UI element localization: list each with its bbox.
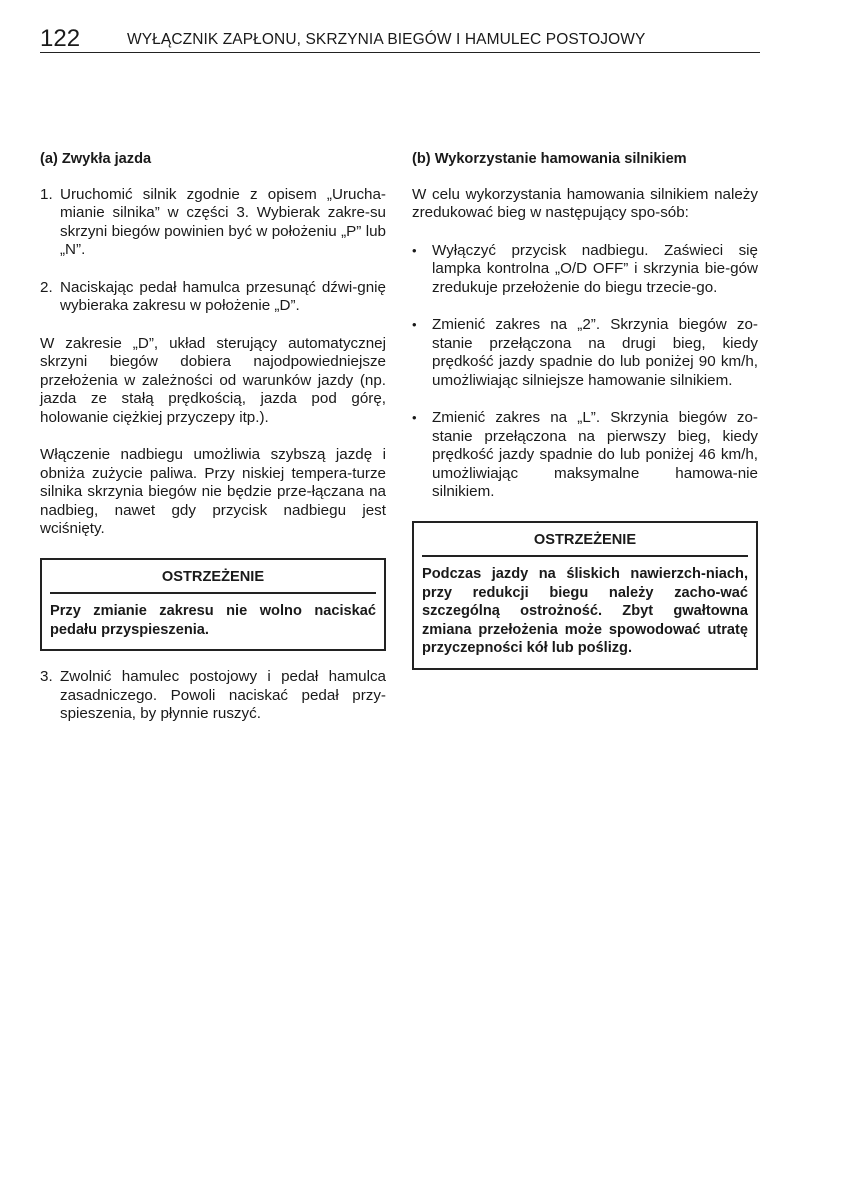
step-text: Naciskając pedał hamulca przesunąć dźwi-gnię wybieraka zakresu w położenie „D”. [60, 278, 386, 314]
bullet-item [412, 316, 758, 390]
warning-text: Podczas jazdy na śliskich nawierzch-niach, przy redukcji biegu należy zacho-wać szczególną ostrożność. Zbyt gwałtowna zmiana przełożenia może spowodować utratę przyczepności kół lub poślizg. [422, 566, 748, 656]
warning-text: Przy zmianie zakresu nie wolno naciskać pedału przyspieszenia. [50, 603, 376, 638]
step-number: 2. [40, 278, 53, 296]
bullet-icon: • [412, 242, 417, 258]
bullet-item [412, 409, 758, 502]
step-number: 3. [40, 668, 53, 685]
page-header [40, 26, 760, 53]
bullet-item [412, 242, 758, 298]
step-3 [40, 668, 386, 724]
step-text: Zwolnić hamulec postojowy i pedał hamulca zasadniczego. Powoli naciskać pedał przy-spieszenia, by płynnie ruszyć. [60, 668, 386, 722]
section-heading-normal-driving: (a) Zwykła jazda [40, 151, 152, 167]
section-heading-engine-braking: (b) Wykorzystanie hamowania silnikiem [412, 151, 687, 167]
page-number: 122 [40, 25, 81, 52]
bullet-text: Wyłączyć przycisk nadbiegu. Zaświeci się lampka kontrolna „O/D OFF” i skrzynia bie-gów zredukuje przełożenie do biegu trzecie-go. [432, 241, 758, 296]
paragraph-intro: W celu wykorzystania hamowania silnikiem należy zredukować bieg w następujący spo-sób: [412, 185, 758, 221]
warning-box [40, 558, 386, 652]
paragraph-d-range: W zakresie „D”, układ sterujący automatycznej skrzyni biegów dobiera najodpowiedniejsze przełożenia w zależności od warunków jazdy (np. jazda ze stałą prędkością, jazda pod górę, holowanie ciężkiej przyczepy itp.). [40, 334, 386, 426]
step-text: Uruchomić silnik zgodnie z opisem „Urucha-mianie silnika” w części 3. Wybierak zakre-su skrzyni biegów powinien być w położeniu „P” lub „N”. [60, 185, 386, 258]
right-column [412, 150, 758, 687]
warning-box [412, 521, 758, 670]
warning-title: OSTRZEŻENIE [50, 568, 376, 595]
paragraph-overdrive: Włączenie nadbiegu umożliwia szybszą jazdę i obniża zużycie paliwa. Przy niskiej tempera-turze silnika skrzynia biegów nie będzie prze-łączana na nadbieg, nawet gdy przycisk nadbiegu jest wciśnięty. [40, 446, 386, 537]
step-1 [40, 186, 386, 260]
step-number: 1. [40, 185, 53, 203]
bullet-icon: • [412, 317, 417, 332]
left-column [40, 150, 386, 743]
step-2 [40, 279, 386, 316]
bullet-text: Zmienić zakres na „2”. Skrzynia biegów zo-stanie przełączona na drugi bieg, kiedy prędkość jazdy spadnie do lub poniżej 90 km/h, umożliwiając silniejsze hamowanie silnikiem. [432, 316, 758, 389]
bullet-icon: • [412, 410, 417, 425]
bullet-text: Zmienić zakres na „L”. Skrzynia biegów zo-stanie przełączona na pierwszy bieg, kiedy prędkość jazdy spadnie do lub poniżej 46 km/h, umożliwiając maksymalne hamowa-nie silnikiem. [432, 409, 758, 500]
warning-title: OSTRZEŻENIE [422, 531, 748, 558]
chapter-title: WYŁĄCZNIK ZAPŁONU, SKRZYNIA BIEGÓW I HAMULEC POSTOJOWY [127, 31, 646, 48]
